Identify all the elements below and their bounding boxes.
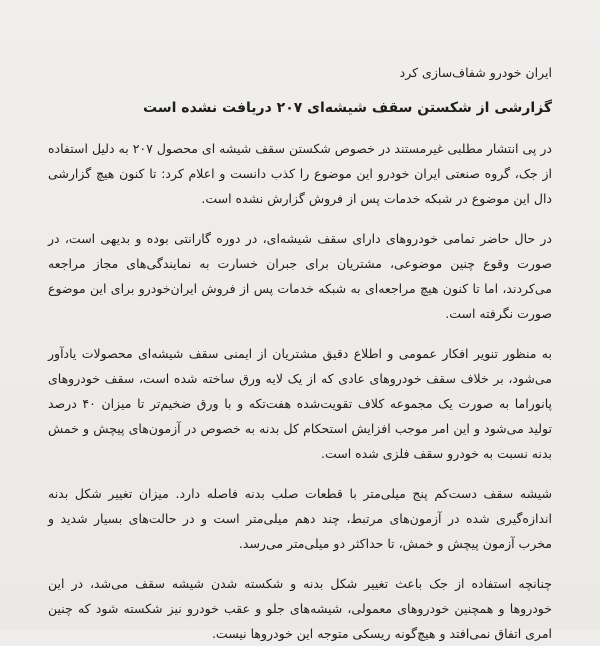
paragraph-2: در حال حاضر تمامی خودروهای دارای سقف شیشه‌ای، در دوره گارانتی بوده و بدیهی است، در صورت وقوع چنین موضوعی، مشتریان برای جبران خسارت به نمایندگی‌های مجاز مراجعه می‌کردند، اما تا کنون هیچ مراجعه‌ای به شبکه خدمات پس از فروش ایران‌خودرو برای این موضوع صورت نگرفته است.	[48, 231, 552, 321]
paragraph-3: به منظور تنویر افکار عمومی و اطلاع دقیق مشتریان از ایمنی سقف شیشه‌ای محصولات یادآور می‌شود، بر خلاف سقف خودروهای عادی که از یک لایه ورق ساخته شده است، سقف خودروهای پانوراما به صورت یک مجموعه کلاف تقویت‌شده هفت‌تکه و با ورق ضخیم‌تر تا میزان ۴۰ درصد تولید می‌شود و این امر موجب افزایش استحکام کل بدنه به خصوص در آزمون‌های پیچش و خمش بدنه نسبت به خودرو سقف فلزی شده است.	[48, 346, 552, 461]
document-title: گزارشی از شکستن سقف شیشه‌ای ۲۰۷ دریافت نشده است	[143, 100, 552, 116]
paragraph-1: در پی انتشار مطلبی غیرمستند در خصوص شکستن سقف شیشه ای محصول ۲۰۷ به دلیل استفاده از جک، گروه صنعتی ایران خودرو این موضوع را کذب دانست و اعلام کرد: تا کنون هیچ گزارشی دال این موضوع در شبکه خدمات پس از فروش گزارش نشده است.	[48, 141, 552, 206]
paragraph-5: چنانچه استفاده از جک باعث تغییر شکل بدنه و شکسته شدن شیشه سقف می‌شد، در این خودروها و همچنین خودروهای معمولی، شیشه‌های جلو و عقب خودرو نیز شکسته شود که چنین امری اتفاق نمی‌افتد و هیچ‌گونه ریسکی متوجه این خودروها نیست.	[48, 576, 552, 641]
paragraph-4: شیشه سقف دست‌کم پنج میلی‌متر با قطعات صلب بدنه فاصله دارد. میزان تغییر شکل بدنه اندازه‌گیری شده در آزمون‌های مرتبط، چند دهم میلی‌متر است و در حالت‌های بسیار شدید و مخرب آزمون پیچش و خمش، تا حداکثر دو میلی‌متر می‌رسد.	[48, 486, 552, 551]
document-subtitle: ایران خودرو شفاف‌سازی کرد	[399, 65, 552, 80]
